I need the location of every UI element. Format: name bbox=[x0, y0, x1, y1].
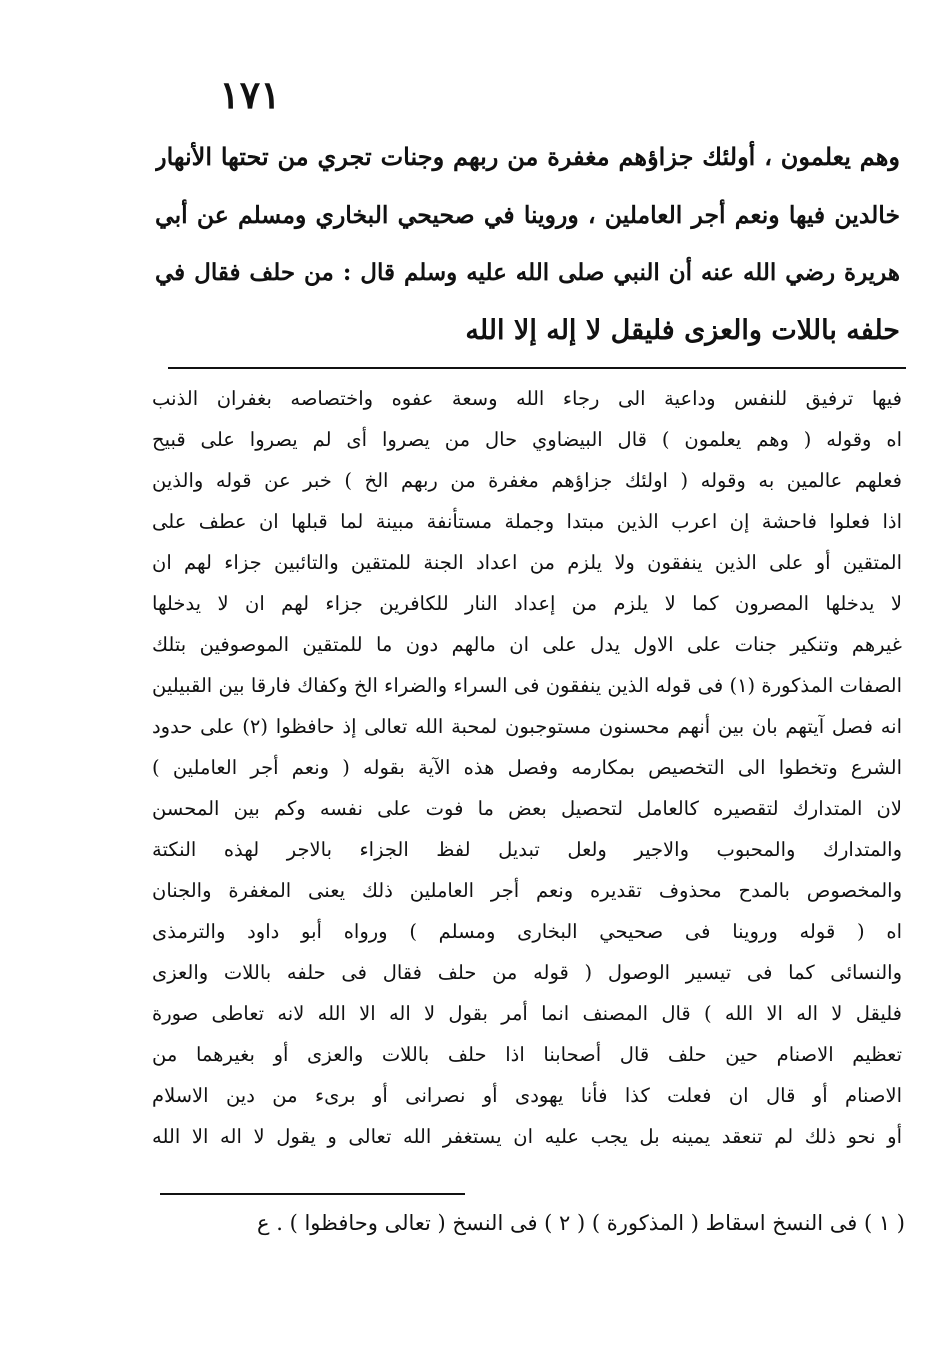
commentary-line: انه فصل آيتهم بان بين أنهم محسنون مستوجبون لمحبة الله تعالى إذ حافظوا (٢) على حدود bbox=[152, 715, 902, 738]
commentary-line: فيها ترفيق للنفس وداعية الى رجاء الله وسعة عفوه واختصاصه بغفران الذنب bbox=[152, 387, 902, 410]
commentary-line: الصفات المذكورة (١) فى قوله الذين ينفقون فى السراء والضراء الخ وكفاك فارقا بين القبيلين bbox=[152, 674, 902, 697]
commentary-line: والمتدارك والمحبوب والاجير ولعل تبديل لفظ الجزاء بالاجر لهذه النكتة bbox=[152, 838, 902, 861]
commentary-line: والمخصوص بالمدح محذوف تقديره ونعم أجر العاملين ذلك يعنى المغفرة والجنان bbox=[152, 879, 902, 902]
commentary-line: فعلهم عالمين به وقوله ( اولئك جزاؤهم مغفرة من ربهم الخ ) خبر عن قوله والذين bbox=[152, 469, 902, 492]
footnote: ( ١ ) فى النسخ اسقاط ( المذكورة ) ( ٢ ) فى النسخ ( تعالى وحافظوا ) . ع bbox=[257, 1211, 905, 1235]
footnote-divider bbox=[160, 1193, 465, 1195]
commentary-line: أو نحو ذلك لم تنعقد يمينه بل يجب عليه ان يستغفر الله تعالى و يقول لا اله الا الله bbox=[152, 1125, 902, 1148]
commentary-line: فليقل لا اله الا الله ) قال المصنف انما أمر بقول لا اله الا الله لانه تعاطى صورة bbox=[152, 1002, 902, 1025]
main-text-line: خالدين فيها ونعم أجر العاملين ، وروينا في صحيحي البخاري ومسلم عن أبي bbox=[155, 201, 900, 229]
commentary-line: الشرع وتخطوا الى التخصيص بمكارمه وفصل هذه الآية بقوله ( ونعم أجر العاملين ) bbox=[152, 756, 902, 779]
main-text-block bbox=[155, 128, 900, 360]
commentary-line: لا يدخلها المصرون كما لا يلزم من إعداد النار للكافرين جزاء لهم ان لا يدخلها bbox=[152, 592, 902, 615]
commentary-line: والنسائى كما فى تيسير الوصول ( قوله من حلف فقال فى حلفه باللات والعزى bbox=[152, 961, 902, 984]
commentary-line: اذا فعلوا فاحشة إن اعرب الذين مبتدا وجملة مستأنفة مبينة لما قبلها ان عطف على bbox=[152, 510, 902, 533]
page-number: ١٧١ bbox=[219, 72, 281, 117]
main-text-line: هريرة رضي الله عنه أن النبي صلى الله عليه وسلم قال : من حلف فقال في bbox=[155, 259, 900, 286]
commentary-line: الاصنام أو قال ان فعلت كذا فأنا يهودى أو نصرانى أو برىء من دين الاسلام bbox=[152, 1084, 902, 1107]
commentary-block bbox=[152, 378, 902, 1157]
commentary-line: المتقين أو على الذين ينفقون ولا يلزم من اعداد الجنة للمتقين والتائبين جزاء لهم ان bbox=[152, 551, 902, 574]
main-text-line: وهم يعلمون ، أولئك جزاؤهم مغفرة من ربهم وجنات تجري من تحتها الأنهار bbox=[155, 142, 900, 171]
commentary-line: تعظيم الاصنام حين حلف قال أصحابنا اذا حلف باللات والعزى أو بغيرهما من bbox=[152, 1043, 902, 1066]
commentary-line: اه وقوله ( وهم يعلمون ) قال البيضاوي حال من يصروا أى لم يصروا على قبيح bbox=[152, 428, 902, 451]
main-text-divider bbox=[168, 367, 906, 369]
main-text-line: حلفه باللات والعزى فليقل لا إله إلا الله bbox=[465, 315, 900, 346]
commentary-line: غيرهم وتنكير جنات على الاول يدل على ان مالهم دون ما للمتقين الموصوفين بتلك bbox=[152, 633, 902, 656]
commentary-line: لان المتدارك لتقصيره كالعامل لتحصيل بعض ما فوت على نفسه وكم بين المحسن bbox=[152, 797, 902, 820]
commentary-line: اه ( قوله وروينا فى صحيحي البخارى ومسلم ) ورواه أبو داود والترمذى bbox=[152, 920, 902, 943]
